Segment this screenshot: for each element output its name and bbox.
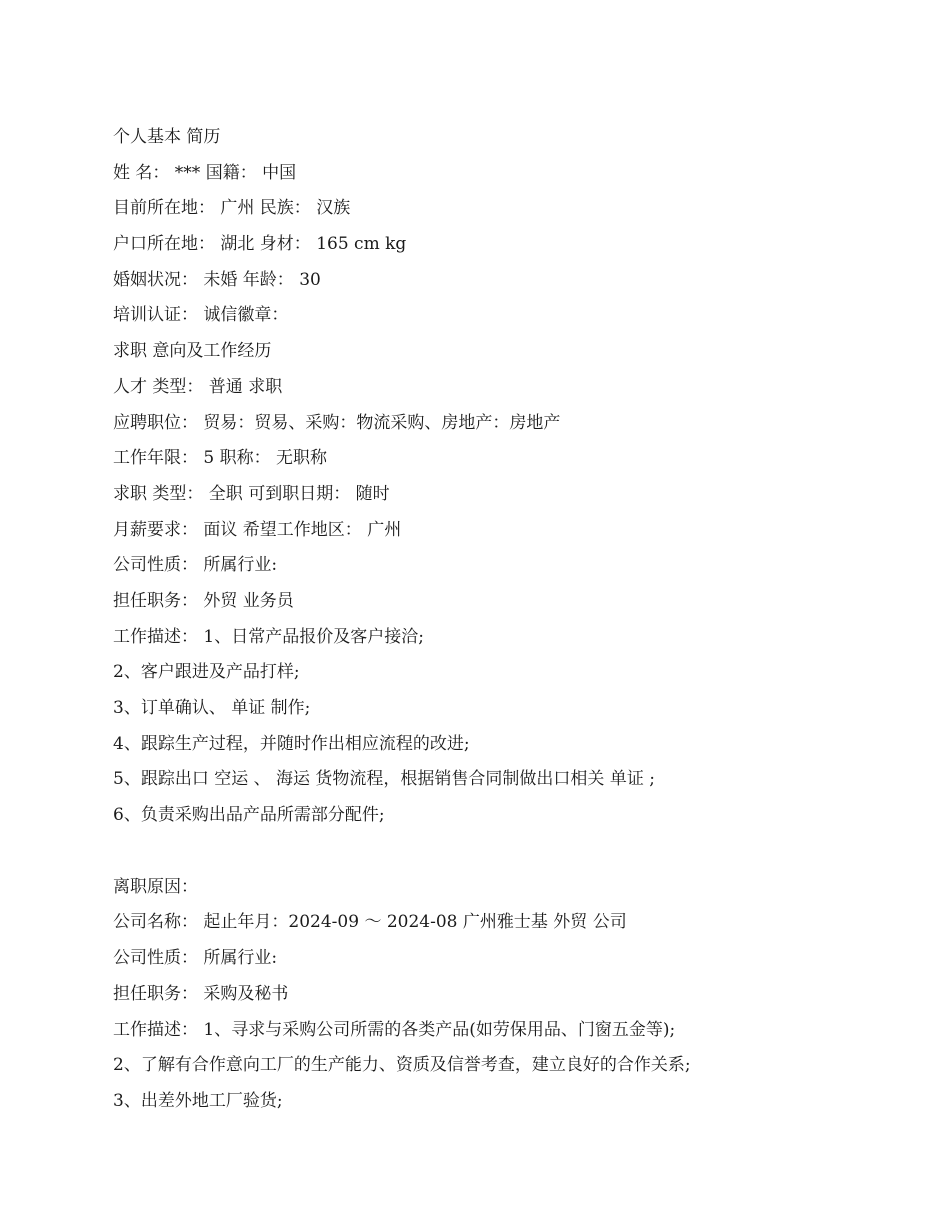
company-nature-line: 公司性质： 所属行业:	[113, 555, 278, 576]
salary-line: 月薪要求： 面议 希望工作地区： 广州	[113, 519, 402, 540]
certification-line: 培训认证： 诚信徽章：	[113, 305, 289, 326]
resume-document	[113, 120, 913, 1120]
applied-position-line: 应聘职位： 贸易：贸易、采购：物流采购、房地产：房地产	[113, 412, 561, 433]
paragraph-gap	[113, 834, 913, 870]
duty-item: 2、客户跟进及产品打样;	[113, 662, 300, 683]
section-heading-job-intent: 求职 意向及工作经历	[113, 341, 272, 362]
duty-item: 6、负责采购出品产品所需部分配件;	[113, 805, 385, 826]
job-description-line: 工作描述： 1、寻求与采购公司所需的各类产品(如劳保用品、门窗五金等);	[113, 1019, 676, 1040]
duty-item: 2、了解有合作意向工厂的生产能力、资质及信誉考查，建立良好的合作关系;	[113, 1055, 691, 1076]
leave-reason-line: 离职原因：	[113, 876, 198, 897]
duty-item: 5、跟踪出口 空运 、 海运 货物流程，根据销售合同制做出口相关 单证 ;	[113, 769, 655, 790]
duty-item: 4、跟踪生产过程，并随时作出相应流程的改进;	[113, 733, 470, 754]
position-held-line: 担任职务： 采购及秘书	[113, 983, 289, 1004]
doc-title: 个人基本 简历	[113, 127, 221, 147]
job-description-line: 工作描述： 1、日常产品报价及客户接洽;	[113, 626, 424, 647]
company-nature-line: 公司性质： 所属行业:	[113, 948, 278, 969]
company-name-line: 公司名称： 起止年月：2024-09 ～ 2024-08 广州雅士基 外贸 公司	[113, 912, 627, 933]
talent-type-line: 人才 类型： 普通 求职	[113, 376, 283, 397]
duty-item: 3、出差外地工厂验货;	[113, 1090, 283, 1111]
work-years-line: 工作年限： 5 职称： 无职称	[113, 448, 328, 469]
name-nationality-line: 姓 名： *** 国籍： 中国	[113, 162, 297, 183]
duty-item: 3、订单确认、 单证 制作;	[113, 698, 311, 718]
position-held-line: 担任职务： 外贸 业务员	[113, 590, 294, 611]
hukou-height-line: 户口所在地： 湖北 身材： 165 cm kg	[113, 234, 407, 255]
marital-age-line: 婚姻状况： 未婚 年龄： 30	[113, 269, 321, 290]
location-ethnicity-line: 目前所在地： 广州 民族： 汉族	[113, 198, 351, 219]
job-type-line: 求职 类型： 全职 可到职日期： 随时	[113, 483, 390, 504]
